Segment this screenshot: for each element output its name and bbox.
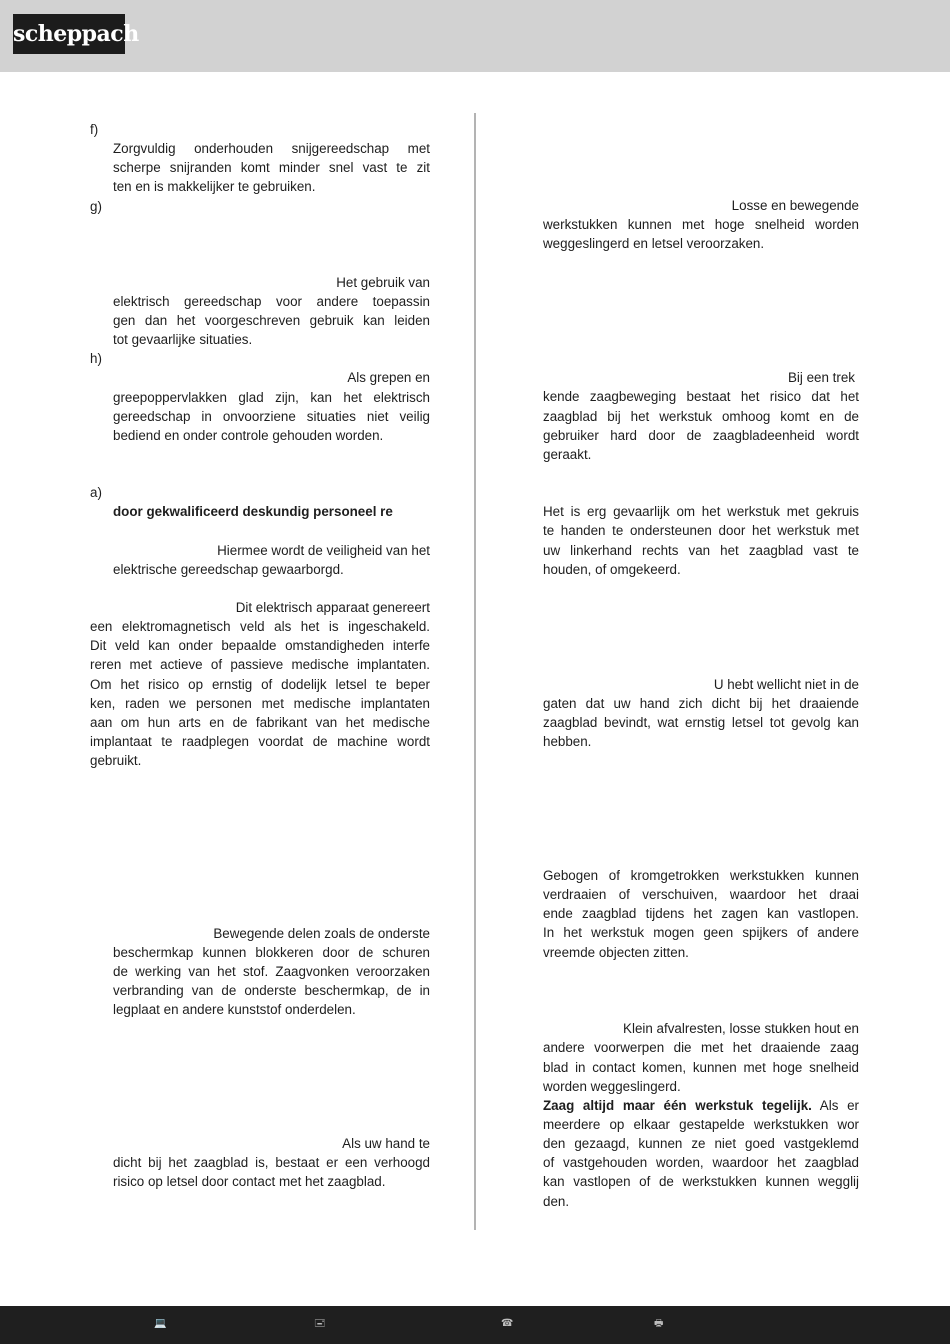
text-line: Het gebruik van [336, 275, 430, 290]
computer-icon: 💻 [154, 1318, 167, 1329]
item-marker-f: f) [90, 122, 99, 137]
text-line: greepoppervlakken glad zijn, kan het elektrisch [113, 390, 430, 405]
text-line: aan om hun arts en de fabrikant van het medische [90, 715, 430, 730]
text-line: gen dan het voorgeschreven gebruik kan leiden [113, 313, 430, 328]
text-line: andere voorwerpen die met het draaiende zaag [543, 1040, 859, 1055]
text-line: Bij een trek [788, 370, 855, 385]
text-line: Hiermee wordt de veiligheid van het [217, 543, 430, 558]
text-line: elektrische gereedschap gewaarborgd. [113, 562, 344, 577]
text-line: houden, of omgekeerd. [543, 562, 681, 577]
text-line: blad in contact komen, kunnen met hoge snelheid [543, 1060, 859, 1075]
text-line: dicht bij het zaagblad is, bestaat er een verhoogd [113, 1155, 430, 1170]
text-line: ten en is makkelijker te gebruiken. [113, 179, 316, 194]
text-line: geraakt. [543, 447, 592, 462]
text-line: gebruikt. [90, 753, 142, 768]
text-line: of vastgehouden worden, waardoor het zaagblad [543, 1155, 859, 1170]
page-footer [0, 1306, 950, 1344]
text-line: ken, raden we personen met medische implantaten [90, 696, 430, 711]
text-line: weggeslingerd en letsel veroorzaken. [543, 236, 765, 251]
text-line: legplaat en andere kunststof onderdelen. [113, 1002, 356, 1017]
bold-phrase: Zaag altijd maar één werkstuk tegelijk. [543, 1098, 812, 1113]
text-line: Als uw hand te [342, 1136, 430, 1151]
text-line: zaagblad bij het werkstuk omhoog komt en de [543, 409, 859, 424]
text-line: den. [543, 1194, 570, 1209]
text-line: bediend en onder controle gehouden worden. [113, 428, 384, 443]
text-line: hebben. [543, 734, 592, 749]
text-line: ende zaagblad tijdens het zagen kan vastlopen. [543, 906, 859, 921]
mail-icon: 🖃 [314, 1318, 326, 1329]
text-line: implantaat te raadplegen voordat de machine wordt [90, 734, 430, 749]
text-line: Dit veld kan onder bepaalde omstandigheden interfe [90, 638, 430, 653]
text-line: meerdere op elkaar gestapelde werkstukken wor [543, 1117, 859, 1132]
item-marker-g: g) [90, 199, 102, 214]
bold-text-line: door gekwalificeerd deskundig personeel re [113, 504, 393, 519]
text-line: U hebt wellicht niet in de [713, 677, 859, 692]
text-line: Bewegende delen zoals de onderste [213, 926, 430, 941]
text-span: Als er [811, 1098, 859, 1113]
text-line: Klein afvalresten, losse stukken hout en [623, 1021, 859, 1036]
text-line: tot gevaarlijke situaties. [113, 332, 253, 347]
phone-icon: ☎ [501, 1318, 514, 1329]
item-marker-a: a) [90, 485, 102, 500]
text-line: beschermkap kunnen blokkeren door de schuren [113, 945, 430, 960]
text-line: Het is erg gevaarlijk om het werkstuk met gekruis [543, 504, 859, 519]
page-header [0, 0, 950, 72]
text-line: verbranding van de onderste beschermkap, de in [113, 983, 430, 998]
text-line: Gebogen of kromgetrokken werkstukken kunnen [543, 868, 859, 883]
text-line: worden weggeslingerd. [543, 1079, 681, 1094]
text-line: Losse en bewegende [731, 198, 859, 213]
scheppach-logo: scheppach [13, 14, 125, 54]
text-line: gebruiker hard door de zaagbladeenheid wordt [543, 428, 859, 443]
text-line: risico op letsel door contact met het zaagblad. [113, 1174, 386, 1189]
text-line: In het werkstuk mogen geen spijkers of andere [543, 925, 859, 940]
text-line: Zorgvuldig onderhouden snijgereedschap met [113, 141, 430, 156]
column-divider [474, 113, 476, 1230]
text-line: de werking van het stof. Zaagvonken veroorzaken [113, 964, 430, 979]
text-line [543, 1096, 859, 1115]
text-line: uw linkerhand rechts van het zaagblad vast te [543, 543, 859, 558]
text-line: gaten dat uw hand zich dicht bij het draaiende [543, 696, 859, 711]
text-line: Om het risico op ernstig of dodelijk letsel te beper [90, 677, 430, 692]
text-line: scherpe snijranden komt minder snel vast te zit [113, 160, 430, 175]
text-line: een elektromagnetisch veld als het is ingeschakeld. [90, 619, 430, 634]
fax-icon: 🖶 [654, 1318, 664, 1329]
text-line: elektrisch gereedschap voor andere toepassin [113, 294, 430, 309]
text-line: gereedschap in onvoorziene situaties niet veilig [113, 409, 430, 424]
text-line: den gezaagd, kunnen ze niet goed vastgeklemd [543, 1136, 859, 1151]
text-line: zaagblad bevindt, wat ernstig letsel tot gevolg kan [543, 715, 859, 730]
text-line: reren met actieve of passieve medische implantaten. [90, 657, 430, 672]
text-line: werkstukken kunnen met hoge snelheid worden [543, 217, 859, 232]
item-marker-h: h) [90, 351, 102, 366]
text-line: kende zaagbeweging bestaat het risico dat het [543, 389, 859, 404]
text-line: Als grepen en [347, 370, 430, 385]
text-line: verdraaien of verschuiven, waardoor het draai [543, 887, 859, 902]
text-line: vreemde objecten zitten. [543, 945, 689, 960]
text-line: Dit elektrisch apparaat genereert [235, 600, 430, 615]
text-line: kan vastlopen of de werkstukken kunnen wegglij [543, 1174, 859, 1189]
text-line: te handen te ondersteunen door het werkstuk met [543, 523, 859, 538]
